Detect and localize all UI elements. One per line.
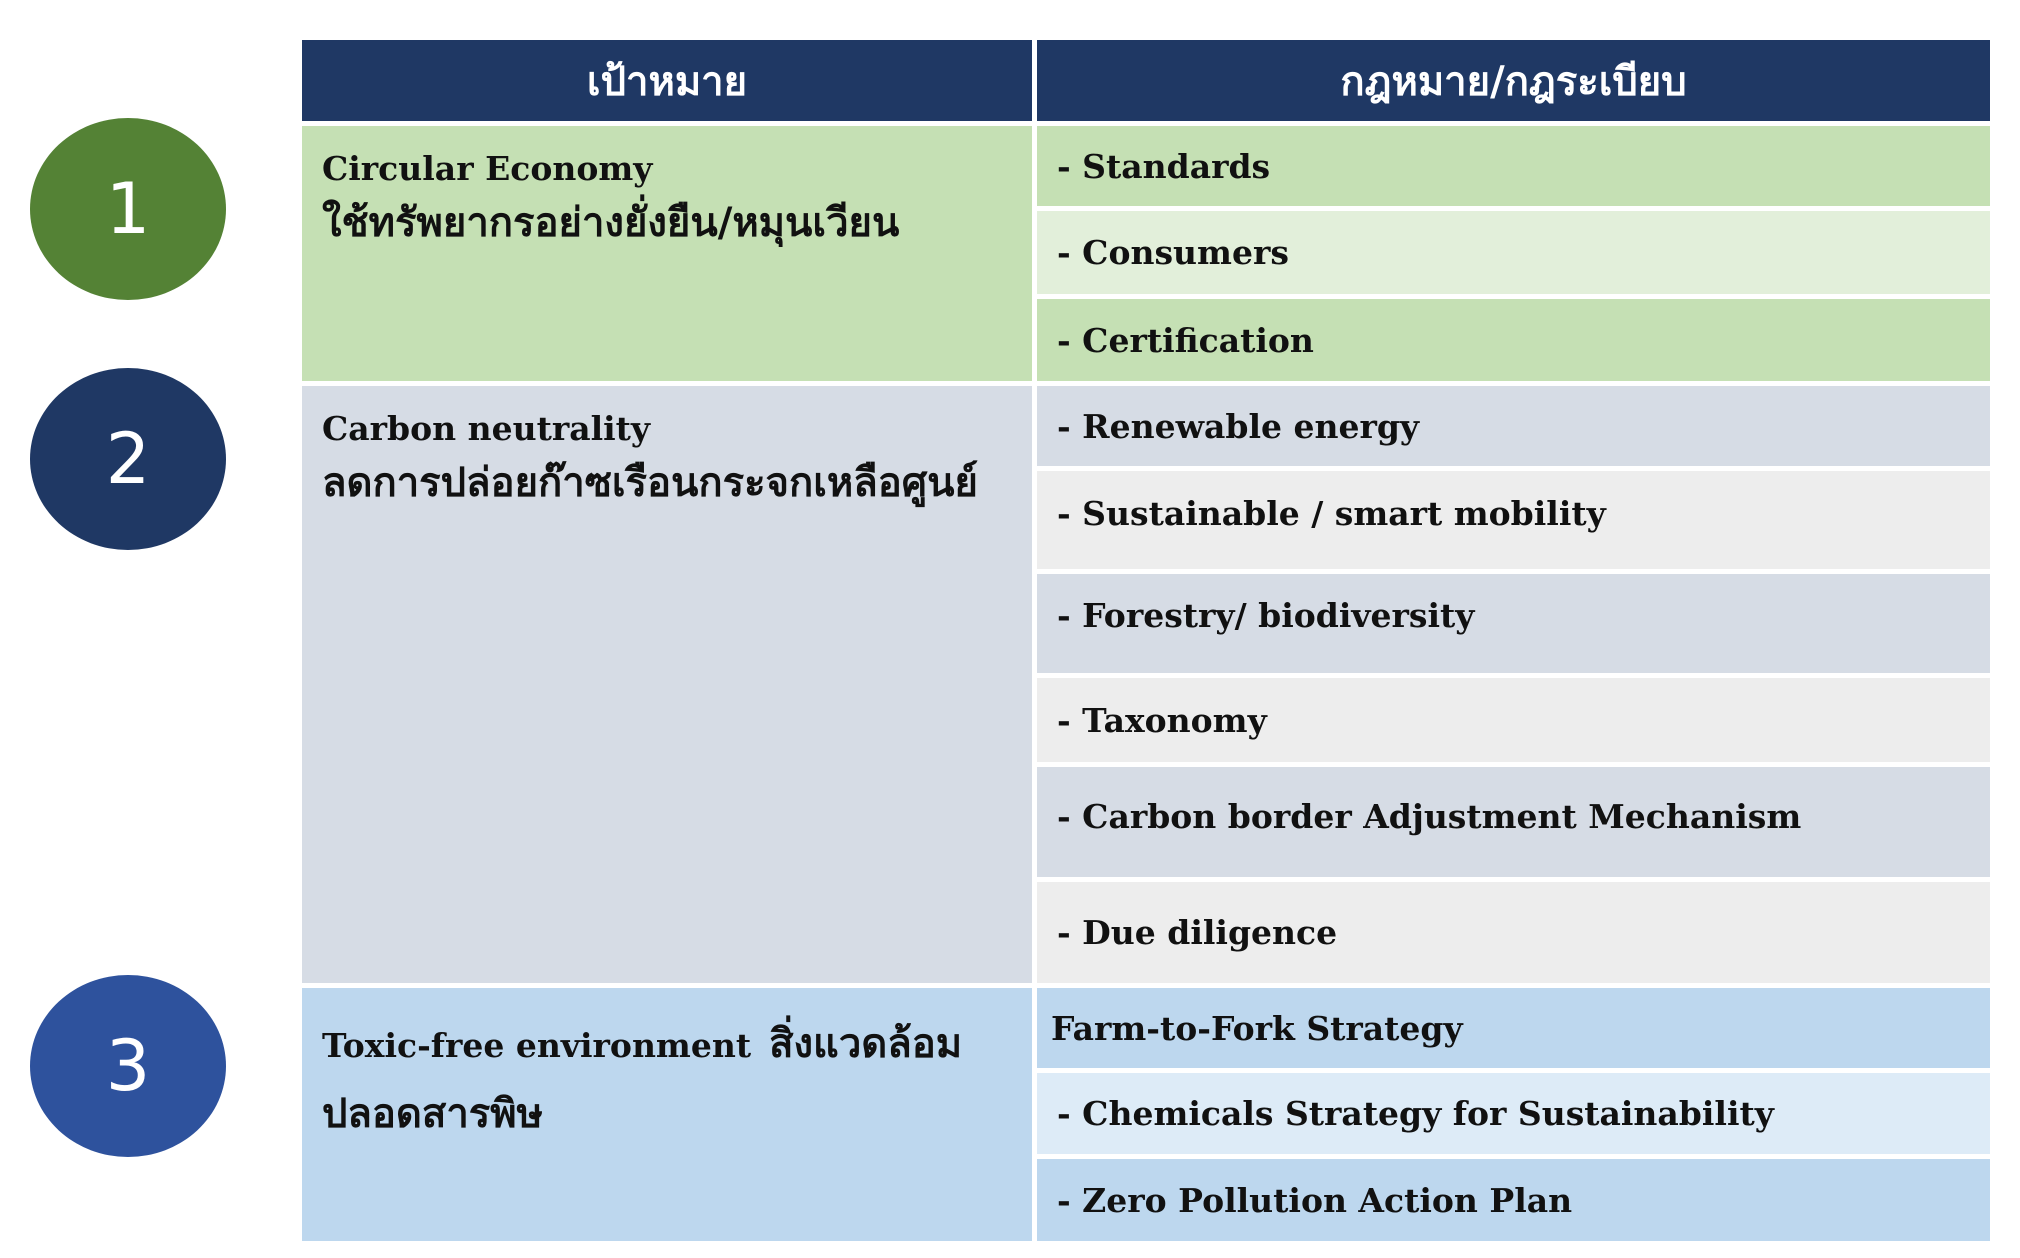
rule-text: - Carbon border Adjustment Mechanism <box>1057 797 1802 836</box>
goal-title-en: Carbon neutrality <box>322 409 651 448</box>
rule-text: - Sustainable / smart mobility <box>1057 493 1606 533</box>
rule-row <box>1037 386 1990 466</box>
rule-row <box>1037 678 1990 762</box>
goal-title-th: ปลอดสารพิษ <box>322 1091 543 1137</box>
rule-text: - Standards <box>1057 146 1271 186</box>
rule-row <box>1037 471 1990 569</box>
rule-text: - Taxonomy <box>1057 700 1267 740</box>
rule-row <box>1037 126 1990 206</box>
rule-text: - Certification <box>1057 320 1314 360</box>
rule-text: Farm-to-Fork Strategy <box>1051 1008 1463 1048</box>
goal-title-th-inline: สิ่งแวดล้อม <box>769 1021 963 1067</box>
rule-text: - Zero Pollution Action Plan <box>1057 1180 1573 1220</box>
rule-row <box>1037 767 1990 877</box>
goal-title-th: ลดการปล่อยก๊าซเรือนกระจกเหลือศูนย์ <box>322 459 978 506</box>
goal-column-header: เป้าหมาย <box>302 40 1032 121</box>
rule-row <box>1037 882 1990 983</box>
goal-cell-toxic-free <box>302 988 1032 1241</box>
goal-title-en: Toxic-free environment <box>322 1026 752 1065</box>
goal-title-en-line <box>322 1010 1012 1078</box>
rule-row <box>1037 1073 1990 1154</box>
rule-row <box>1037 574 1990 673</box>
rule-text: - Renewable energy <box>1057 406 1420 446</box>
rule-row <box>1037 1159 1990 1241</box>
goal-cell-circular-economy <box>302 126 1032 381</box>
goal-number-badge-2: 2 <box>30 368 226 550</box>
rule-text: - Forestry/ biodiversity <box>1057 596 1475 635</box>
goal-title-th: ใช้ทรัพยากรอย่างยั่งยืน/หมุนเวียน <box>322 199 900 246</box>
rule-text: - Consumers <box>1057 233 1289 272</box>
goal-title-en: Circular Economy <box>322 149 653 188</box>
rule-row <box>1037 988 1990 1068</box>
goal-cell-carbon-neutrality <box>302 386 1032 983</box>
rules-column-header: กฎหมาย/กฎระเบียบ <box>1037 40 1990 121</box>
rule-row <box>1037 299 1990 381</box>
goal-number-badge-1: 1 <box>30 118 226 300</box>
goal-number-badge-3: 3 <box>30 975 226 1157</box>
rule-text: - Due diligence <box>1057 913 1338 952</box>
rule-text: - Chemicals Strategy for Sustainability <box>1057 1094 1774 1133</box>
rule-row <box>1037 211 1990 294</box>
